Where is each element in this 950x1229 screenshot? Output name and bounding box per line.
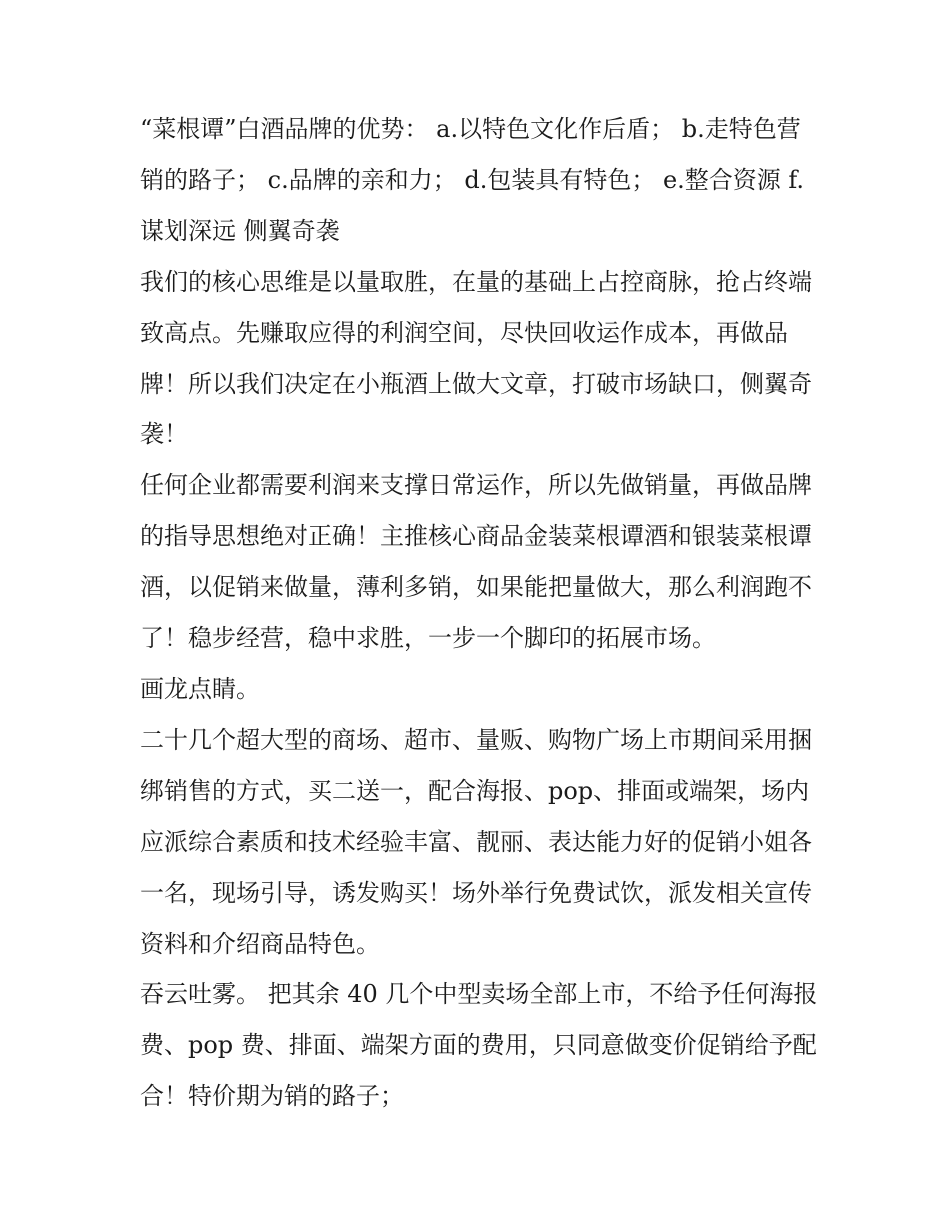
paragraph-medium-stores: 吞云吐雾。 把其余 40 几个中型卖场全部上市，不给予任何海报费、pop 费、排面、端架方面的费用，只同意做变价促销给予配合！特价期为销的路子； xyxy=(140,980,818,1111)
paragraph-sales-first: 任何企业都需要利润来支撑日常运作，所以先做销量，再做品牌的指导思想绝对正确！主推核心商品金装菜根谭酒和银装菜根谭酒，以促销来做量，薄利多销，如果能把量做大，那么利润跑不了！稳步经营，稳中求胜，一步一个脚印的拓展市场。 xyxy=(140,471,812,653)
paragraph-heading-finishing-touch: 画龙点睛。 xyxy=(140,674,260,703)
paragraph-core-thinking: 我们的核心思维是以量取胜，在量的基础上占控商脉，抢占终端致高点。先赚取应得的利润空间，尽快回收运作成本，再做品牌！所以我们决定在小瓶酒上做大文章，打破市场缺口，侧翼奇袭！ xyxy=(140,267,812,449)
paragraph-large-stores: 二十几个超大型的商场、超市、量贩、购物广场上市期间采用捆绑销售的方式，买二送一，配合海报、pop、排面或端架，场内应派综合素质和技术经验丰富、靓丽、表达能力好的促销小姐各一名，现场引导，诱发购买！场外举行免费试饮，派发相关宣传资料和介绍商品特色。 xyxy=(140,725,812,958)
document-page xyxy=(140,104,820,1122)
paragraph-advantages: “菜根谭”白酒品牌的优势： a.以特色文化作后盾； b.走特色营销的路子； c.品牌的亲和力； d.包装具有特色； e.整合资源 f.谋划深远 侧翼奇袭 xyxy=(140,115,805,245)
